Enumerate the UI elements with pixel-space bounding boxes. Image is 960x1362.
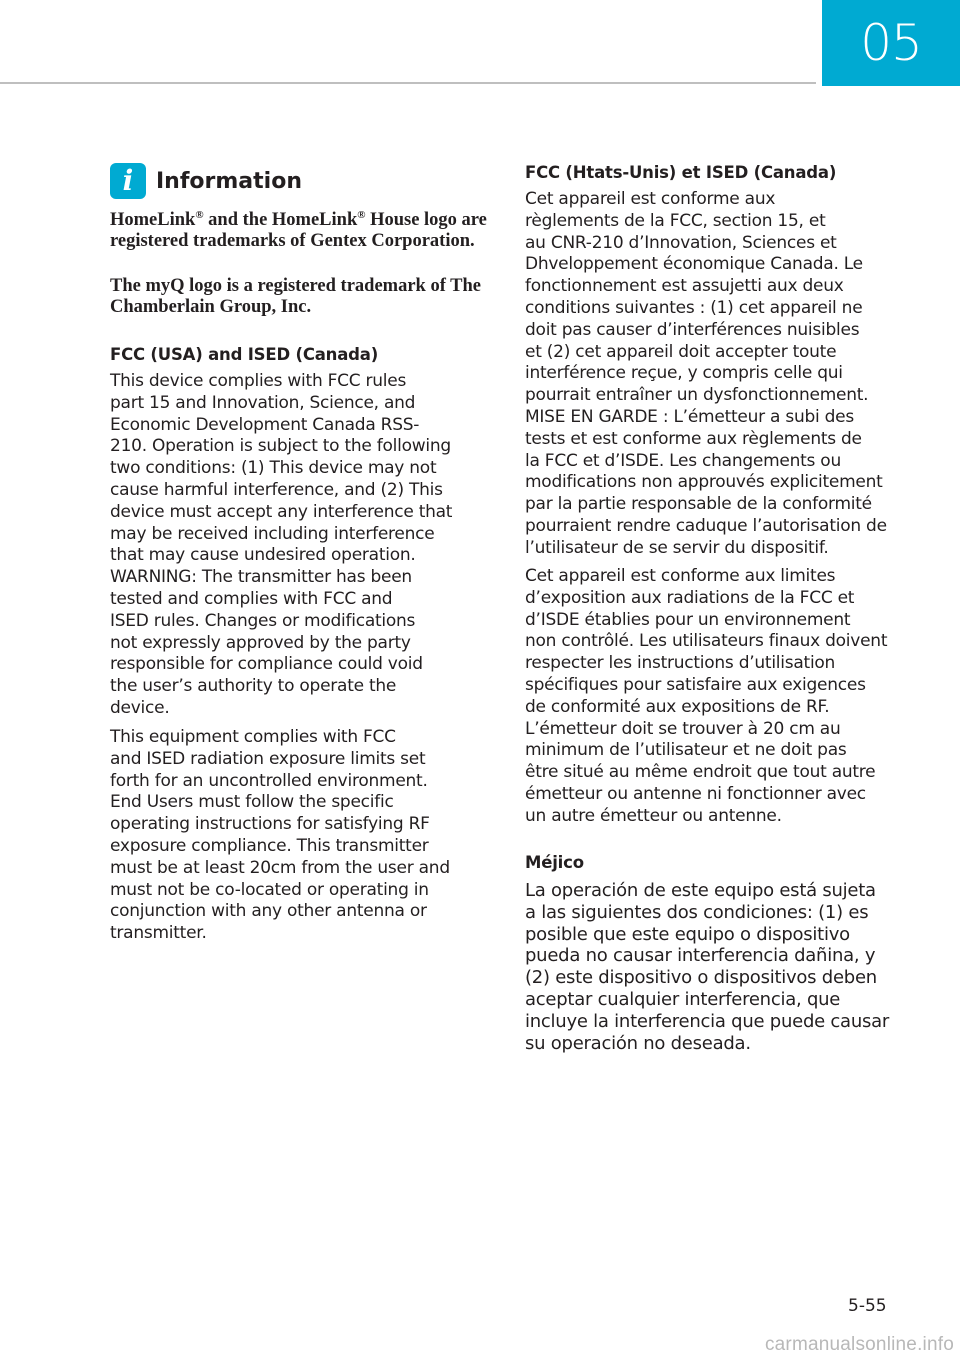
chapter-tab: 05 xyxy=(822,0,960,86)
header-rule xyxy=(0,82,816,84)
info-trademark-homelink: HomeLink® and the HomeLink® House logo are registered trademarks of Gentex Corporation. xyxy=(110,209,487,252)
fcc-usa-heading: FCC (USA) and ISED (Canada) xyxy=(110,345,379,364)
mexico-para1: La operación de este equipo está sujeta a las siguientes dos condiciones: (1) es posible que este equipo o dispositivo pueda no causar interferencia dañina, y (2) este dispositivo o dispositivos deben aceptar cualquier interferencia, que incluye la interferencia que puede causar su operación no deseada. xyxy=(525,880,890,1054)
info-icon: i xyxy=(110,163,146,199)
fcc-usa-para1: This device complies with FCC rules part 15 and Innovation, Science, and Economic Development Canada RSS- 210. Operation is subject to the following two conditions: (1) This device may not cause harmful interference, and (2) This device must accept any interference that may be received including interference that may cause undesired operation. WARNING: The transmitter has been tested and complies with FCC and ISED rules. Changes or modifications not expressly approved by the party responsible for compliance could void the user’s authority to operate the device. xyxy=(110,371,453,718)
watermark: carmanualsonline.info xyxy=(764,1334,954,1355)
fcc-usa-para2: This equipment complies with FCC and ISED radiation exposure limits set forth for an uncontrolled environment. End Users must follow the specific operating instructions for satisfying RF exposure compliance. This transmitter must be at least 20cm from the user and must not be co-located or operating in conjunction with any other antenna or transmitter. xyxy=(110,727,450,944)
mexico-heading: Méjico xyxy=(525,853,584,872)
info-header xyxy=(110,163,302,199)
fcc-fr-para2: Cet appareil est conforme aux limites d’exposition aux radiations de la FCC et d’ISDE établies pour un environnement non contrôlé. Les utilisateurs finaux doivent respecter les instructions d’utilisation spécifiques pour satisfaire aux exigences de conformité aux expositions de RF. L’émetteur doit se trouver à 20 cm au minimum de l’utilisateur et ne doit pas être situé au même endroit que tout autre émetteur ou antenne ni fonctionner avec un autre émetteur ou antenne. xyxy=(525,566,888,826)
info-title: Information xyxy=(156,168,302,194)
fcc-fr-heading: FCC (Htats-Unis) et ISED (Canada) xyxy=(525,163,837,182)
info-trademark-myq: The myQ logo is a registered trademark of The Chamberlain Group, Inc. xyxy=(110,276,481,317)
page-number: 5-55 xyxy=(848,1296,887,1316)
fcc-fr-para1: Cet appareil est conforme aux règlements de la FCC, section 15, et au CNR-210 d’Innovation, Sciences et Dhveloppement économique Canada. Le fonctionnement est assujetti aux deux conditions suivantes : (1) cet appareil ne doit pas causer d’interférences nuisibles et (2) cet appareil doit accepter toute interférence reçue, y compris celle qui pourrait entraîner un dysfonctionnement. MISE EN GARDE : L’émetteur a subi des tests et est conforme aux règlements de la FCC et d’ISDE. Les changements ou modifications non approuvés explicitement par la partie responsable de la conformité pourraient rendre caduque l’autorisation de l’utilisateur de se servir du dispositif. xyxy=(525,189,887,558)
